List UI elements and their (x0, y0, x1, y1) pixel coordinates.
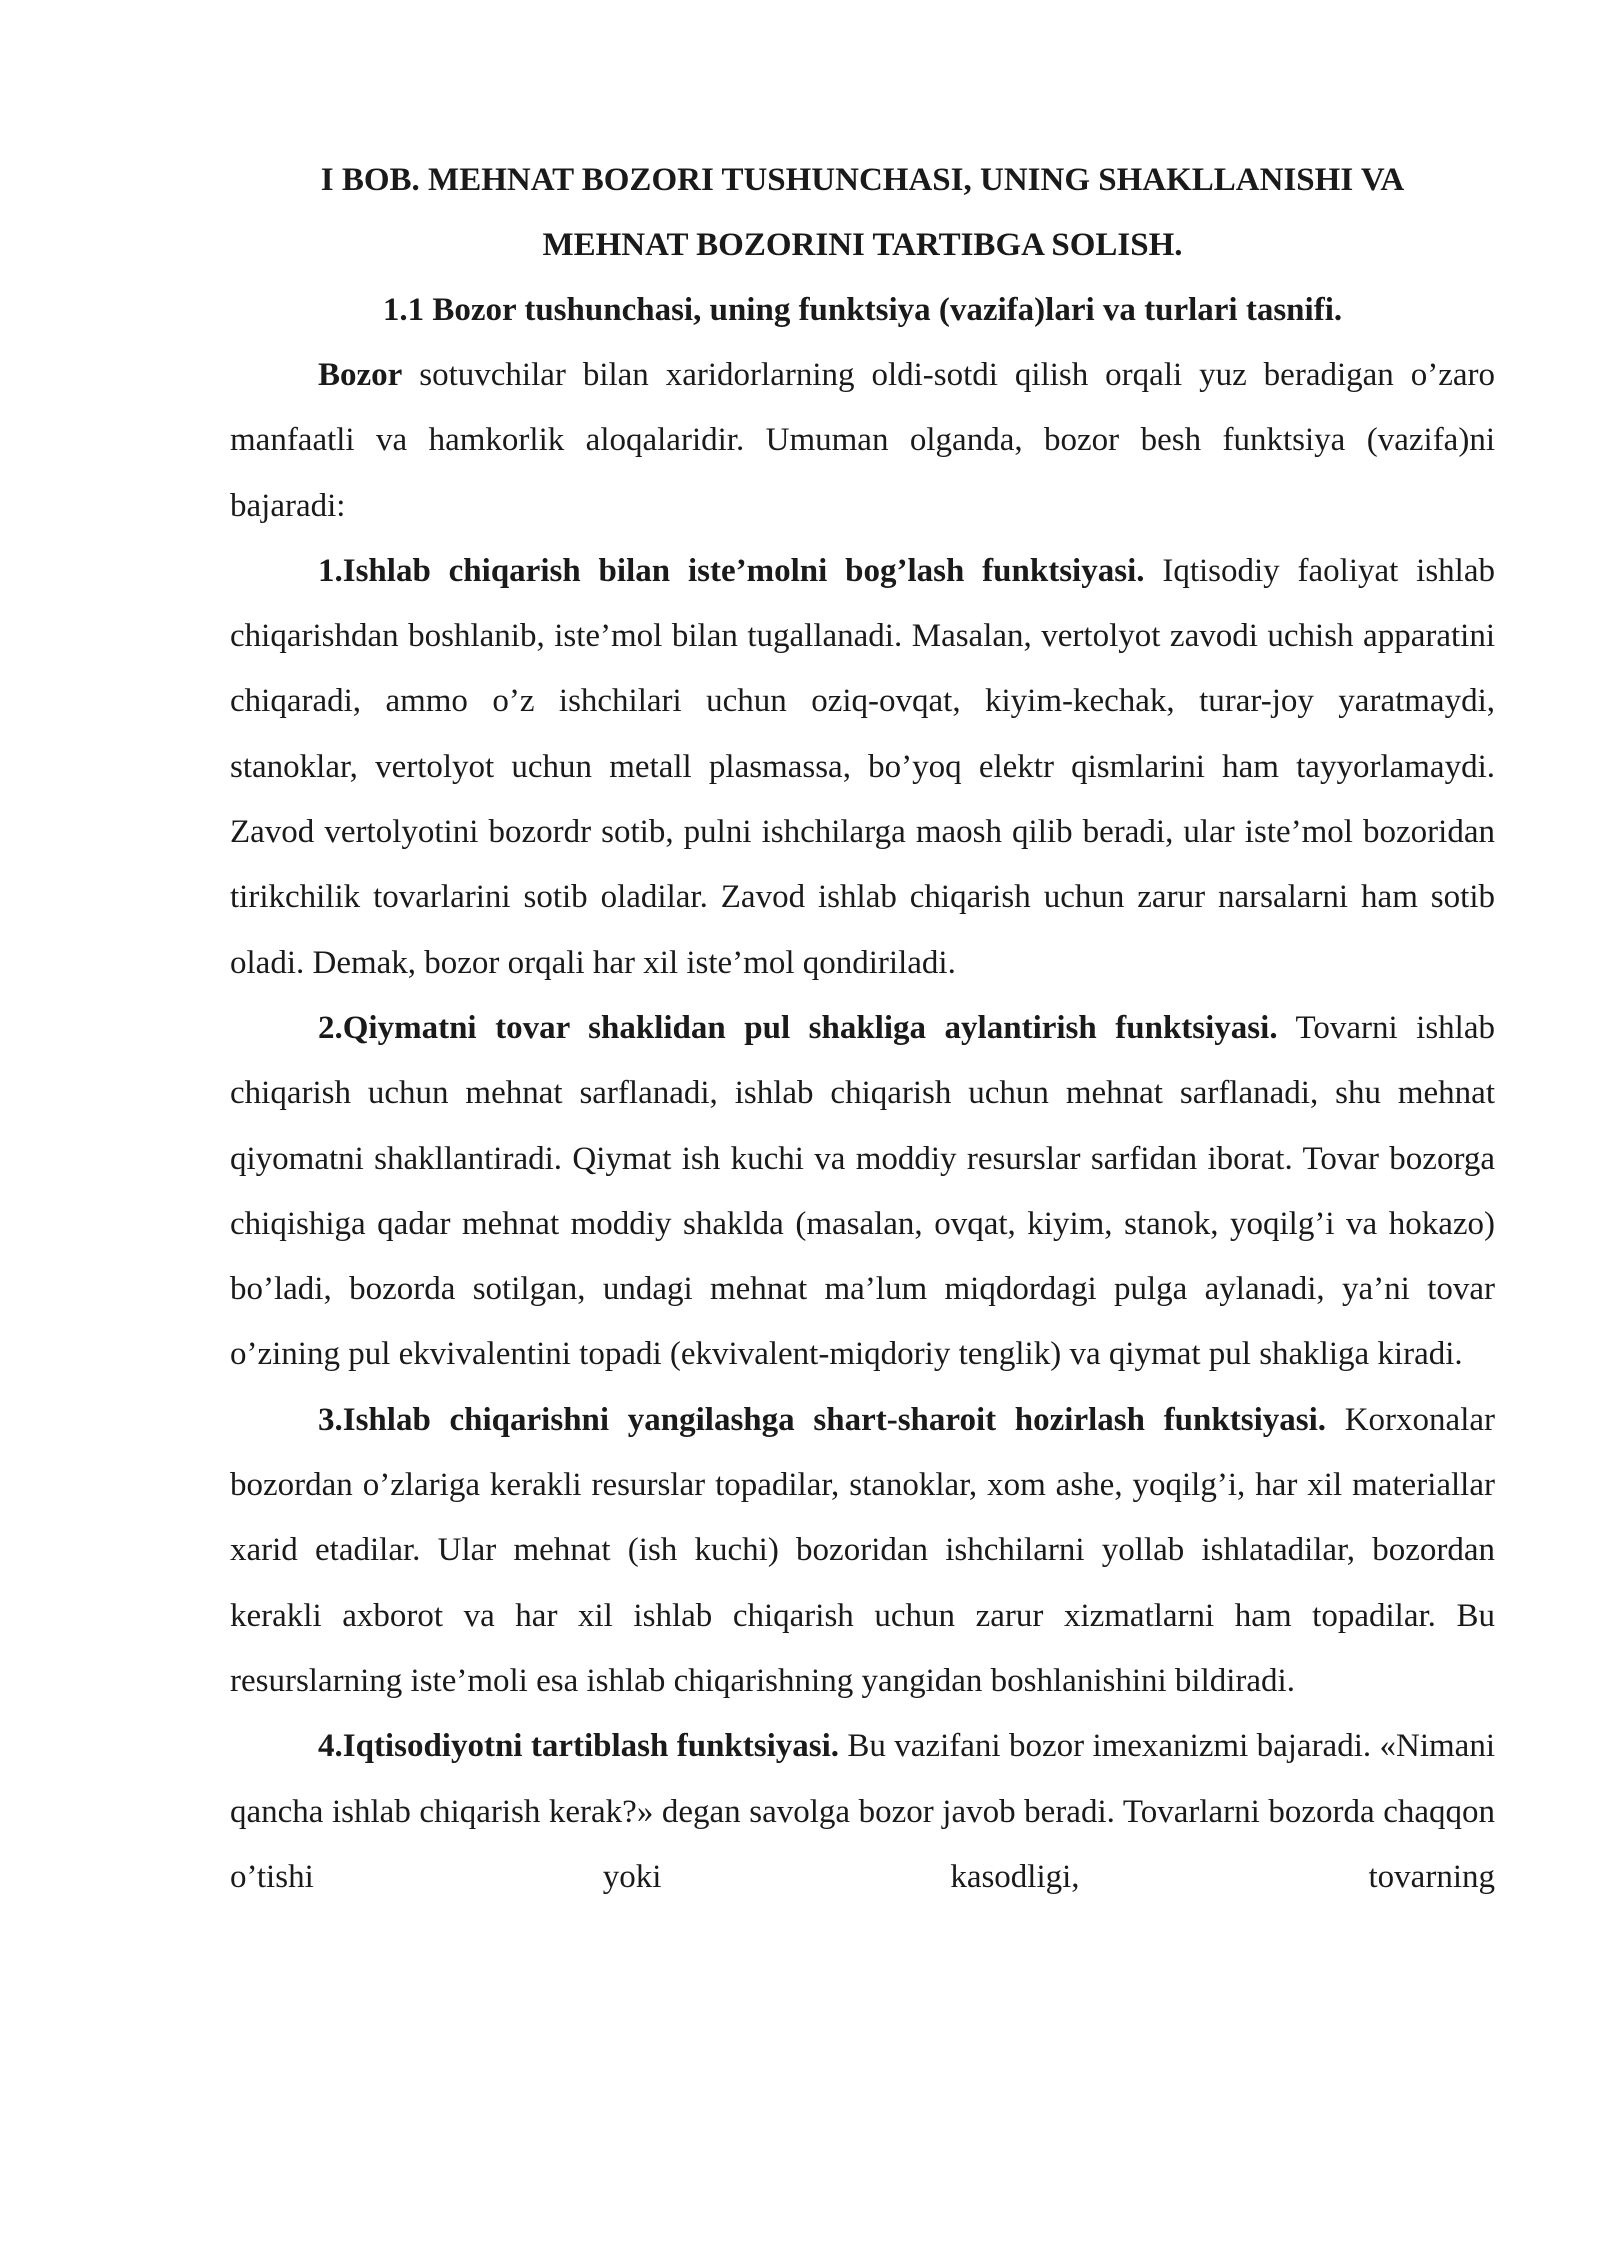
function-paragraph-2 (230, 996, 1495, 1388)
function-text-3: Korxonalar bozordan o’zlariga kerakli resurslar topadilar, stanoklar, xom ashe, yoqilg’i, har xil materiallar xarid etadilar. Ular mehnat (ish kuchi) bozoridan ishchilarni yollab ishlatadilar, bozordan kerakli axborot va har xil ishlab chiqarish uchun zarur xizmatlarni ham topadilar. Bu resurslarning iste’moli esa ishlab chiqarishning yangidan boshlanishini bildiradi. (230, 1401, 1495, 1699)
function-text-4: Bu vazifani bozor imexanizmi bajaradi. «Nimani qancha ishlab chiqarish kerak?» degan savolga bozor javob beradi. Tovarlarni bozorda chaqqon o’tishi yoki kasodligi, tovarning (230, 1728, 1495, 1895)
function-text-2: Tovarni ishlab chiqarish uchun mehnat sarflanadi, ishlab chiqarish uchun mehnat sarflanadi, shu mehnat qiyomatni shakllantiradi. Qiymat ish kuchi va moddiy resurslar sarfidan iborat. Tovar bozorga chiqishiga qadar mehnat moddiy shaklda (masalan, ovqat, kiyim, stanok, yoqilg’i va hokazo) bo’ladi, bozorda sotilgan, undagi mehnat ma’lum miqdordagi pulga aylanadi, ya’ni tovar o’zining pul ekvivalentini topadi (ekvivalent-miqdoriy tenglik) va qiymat pul shakliga kiradi. (230, 1009, 1495, 1373)
intro-paragraph (230, 343, 1495, 539)
function-heading-4: 4.Iqtisodiyotni tartiblash funktsiyasi. (318, 1728, 840, 1765)
function-paragraph-4 (230, 1714, 1495, 1910)
intro-term: Bozor (318, 357, 403, 393)
document-page (230, 148, 1495, 1910)
chapter-title-line-2: MEHNAT BOZORINI TARTIBGA SOLISH. (542, 227, 1183, 263)
function-text-1: Iqtisodiy faoliyat ishlab chiqarishdan boshlanib, iste’mol bilan tugallanadi. Masalan, vertolyot zavodi uchish apparatini chiqaradi, ammo o’z ishchilari uchun oziq-ovqat, kiyim-kechak, turar-joy yaratmaydi, stanoklar, vertolyot uchun metall plasmassa, bo’yoq elektr qismlarini ham tayyorlamaydi. Zavod vertolyotini bozordr sotib, pulni ishchilarga maosh qilib beradi, ular iste’mol bozoridan tirikchilik tovarlarini sotib oladilar. Zavod ishlab chiqarish uchun zarur narsalarni ham sotib oladi. Demak, bozor orqali har xil iste’mol qondiriladi. (230, 552, 1495, 981)
chapter-title-line-1: I BOB. MEHNAT BOZORI TUSHUNCHASI, UNING SHAKLLANISHI VA (320, 162, 1405, 198)
function-paragraph-1 (230, 539, 1495, 996)
section-title: 1.1 Bozor tushunchasi, uning funktsiya (vazifa)lari va turlari tasnifi. (382, 292, 1343, 328)
function-heading-3: 3.Ishlab chiqarishni yangilashga shart-sharoit hozirlash funktsiyasi. (318, 1401, 1327, 1438)
function-paragraph-3 (230, 1388, 1495, 1714)
function-heading-2: 2.Qiymatni tovar shaklidan pul shakliga aylantirish funktsiyasi. (318, 1009, 1278, 1046)
intro-text: sotuvchilar bilan xaridorlarning oldi-sotdi qilish orqali yuz beradigan o’zaro manfaatli va hamkorlik aloqalaridir. Umuman olganda, bozor besh funktsiya (vazifa)ni bajaradi: (230, 357, 1495, 524)
function-heading-1: 1.Ishlab chiqarish bilan iste’molni bog’lash funktsiyasi. (318, 552, 1145, 589)
